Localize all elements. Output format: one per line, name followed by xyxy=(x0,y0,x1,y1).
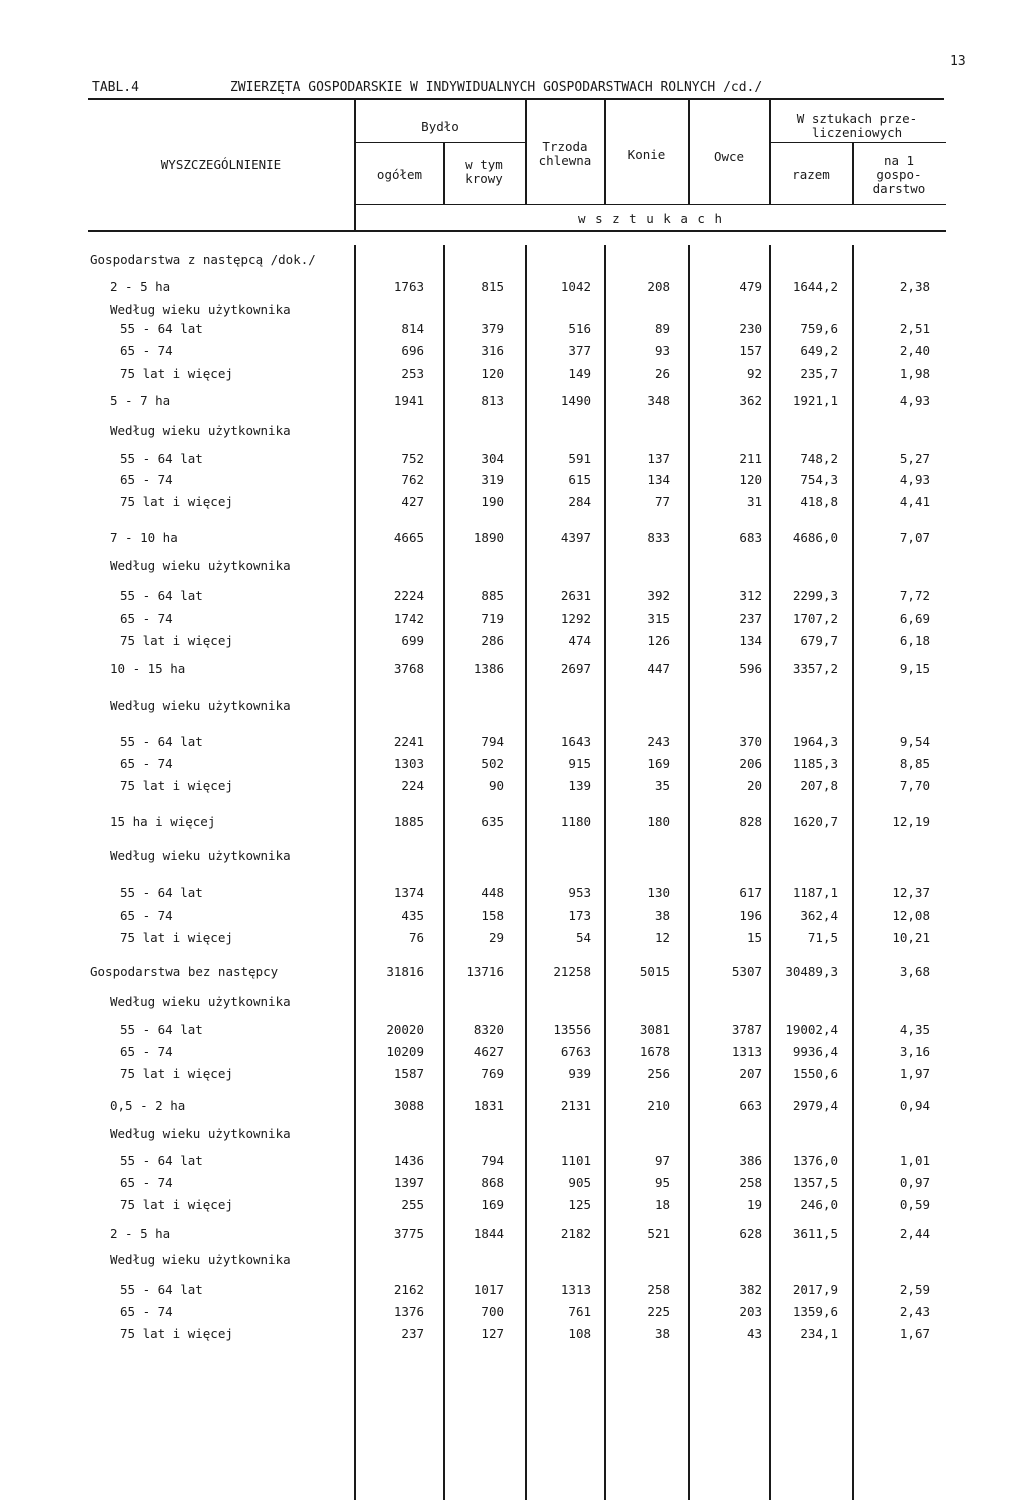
table-cell: 230 xyxy=(739,321,762,336)
table-cell: 120 xyxy=(481,366,504,381)
table-cell: 237 xyxy=(739,611,762,626)
table-cell: 794 xyxy=(481,734,504,749)
table-cell: 253 xyxy=(401,366,424,381)
table-cell: 77 xyxy=(654,494,670,509)
table-cell: 2,44 xyxy=(899,1226,930,1241)
table-cell: 377 xyxy=(568,343,591,358)
table-cell: 591 xyxy=(568,451,591,466)
table-cell: 1386 xyxy=(473,661,504,676)
row-label: 55 - 64 lat xyxy=(120,588,203,603)
table-cell: 502 xyxy=(481,756,504,771)
table-cell: 1359,6 xyxy=(792,1304,838,1319)
table-cell: 312 xyxy=(739,588,762,603)
table-cell: 5,27 xyxy=(899,451,930,466)
table-cell: 224 xyxy=(401,778,424,793)
header-col-divider xyxy=(769,100,771,204)
table-cell: 316 xyxy=(481,343,504,358)
row-label: 55 - 64 lat xyxy=(120,1153,203,1168)
table-cell: 752 xyxy=(401,451,424,466)
table-cell: 20 xyxy=(746,778,762,793)
table-cell: 2224 xyxy=(393,588,424,603)
table-cell: 1303 xyxy=(393,756,424,771)
row-label: 65 - 74 xyxy=(120,756,173,771)
table-cell: 284 xyxy=(568,494,591,509)
table-cell: 13716 xyxy=(466,964,504,979)
table-cell: 1,98 xyxy=(899,366,930,381)
table-cell: 386 xyxy=(739,1153,762,1168)
table-cell: 915 xyxy=(568,756,591,771)
table-cell: 362,4 xyxy=(800,908,838,923)
table-cell: 362 xyxy=(739,393,762,408)
header-razem: razem xyxy=(792,167,830,182)
table-cell: 759,6 xyxy=(800,321,838,336)
table-cell: 7,72 xyxy=(899,588,930,603)
table-cell: 1742 xyxy=(393,611,424,626)
table-cell: 0,94 xyxy=(899,1098,930,1113)
table-cell: 663 xyxy=(739,1098,762,1113)
table-cell: 1644,2 xyxy=(792,279,838,294)
table-cell: 2697 xyxy=(560,661,591,676)
row-label: 0,5 - 2 ha xyxy=(110,1098,186,1113)
row-label: 15 ha i więcej xyxy=(110,814,216,829)
table-cell: 180 xyxy=(647,814,670,829)
table-cell: 258 xyxy=(647,1282,670,1297)
table-cell: 392 xyxy=(647,588,670,603)
table-cell: 304 xyxy=(481,451,504,466)
table-cell: 6763 xyxy=(560,1044,591,1059)
table-cell: 679,7 xyxy=(800,633,838,648)
table-cell: 1,67 xyxy=(899,1326,930,1341)
title-rule xyxy=(88,98,944,100)
table-cell: 370 xyxy=(739,734,762,749)
table-cell: 748,2 xyxy=(800,451,838,466)
row-label: Według wieku użytkownika xyxy=(110,698,291,713)
table-cell: 905 xyxy=(568,1175,591,1190)
table-cell: 258 xyxy=(739,1175,762,1190)
table-cell: 1941 xyxy=(393,393,424,408)
row-label: Gospodarstwa z następcą /dok./ xyxy=(90,252,316,267)
table-cell: 21258 xyxy=(553,964,591,979)
table-cell: 828 xyxy=(739,814,762,829)
table-cell: 235,7 xyxy=(800,366,838,381)
row-label: 75 lat i więcej xyxy=(120,778,233,793)
table-cell: 1101 xyxy=(560,1153,591,1168)
table-cell: 108 xyxy=(568,1326,591,1341)
table-cell: 2,43 xyxy=(899,1304,930,1319)
table-cell: 19 xyxy=(746,1197,762,1212)
row-label: 75 lat i więcej xyxy=(120,494,233,509)
page-number: 13 xyxy=(950,54,966,69)
row-label: 65 - 74 xyxy=(120,343,173,358)
row-label: 7 - 10 ha xyxy=(110,530,178,545)
table-cell: 4627 xyxy=(473,1044,504,1059)
row-label: Gospodarstwa bez następcy xyxy=(90,964,279,979)
table-cell: 4665 xyxy=(393,530,424,545)
row-label: Według wieku użytkownika xyxy=(110,1126,291,1141)
row-label: Według wieku użytkownika xyxy=(110,848,291,863)
table-cell: 137 xyxy=(647,451,670,466)
table-cell: 2,51 xyxy=(899,321,930,336)
table-cell: 427 xyxy=(401,494,424,509)
header-na1: na 1 gospo-darstwo xyxy=(872,153,926,196)
row-label: Według wieku użytkownika xyxy=(110,423,291,438)
row-label: 75 lat i więcej xyxy=(120,930,233,945)
table-cell: 210 xyxy=(647,1098,670,1113)
table-cell: 54 xyxy=(575,930,591,945)
row-label: 65 - 74 xyxy=(120,1044,173,1059)
table-cell: 700 xyxy=(481,1304,504,1319)
table-cell: 92 xyxy=(746,366,762,381)
table-cell: 1890 xyxy=(473,530,504,545)
table-cell: 43 xyxy=(746,1326,762,1341)
table-cell: 208 xyxy=(647,279,670,294)
table-cell: 1707,2 xyxy=(792,611,838,626)
table-cell: 6,18 xyxy=(899,633,930,648)
table-cell: 1313 xyxy=(560,1282,591,1297)
table-cell: 3775 xyxy=(393,1226,424,1241)
table-cell: 635 xyxy=(481,814,504,829)
table-cell: 2017,9 xyxy=(792,1282,838,1297)
table-cell: 120 xyxy=(739,472,762,487)
row-label: 65 - 74 xyxy=(120,908,173,923)
header-col-divider xyxy=(525,100,527,204)
table-cell: 4686,0 xyxy=(792,530,838,545)
table-cell: 3357,2 xyxy=(792,661,838,676)
table-cell: 1017 xyxy=(473,1282,504,1297)
table-cell: 769 xyxy=(481,1066,504,1081)
table-cell: 761 xyxy=(568,1304,591,1319)
bydlo-underline xyxy=(355,142,525,143)
table-cell: 4,41 xyxy=(899,494,930,509)
table-cell: 125 xyxy=(568,1197,591,1212)
table-cell: 0,59 xyxy=(899,1197,930,1212)
table-cell: 203 xyxy=(739,1304,762,1319)
table-cell: 885 xyxy=(481,588,504,603)
table-cell: 93 xyxy=(654,343,670,358)
table-cell: 815 xyxy=(481,279,504,294)
table-cell: 31816 xyxy=(386,964,424,979)
table-cell: 9936,4 xyxy=(792,1044,838,1059)
header-trzoda: Trzoda chlewna xyxy=(538,139,592,168)
table-cell: 243 xyxy=(647,734,670,749)
table-cell: 173 xyxy=(568,908,591,923)
table-cell: 2979,4 xyxy=(792,1098,838,1113)
table-cell: 9,15 xyxy=(899,661,930,676)
header-bydlo: Bydło xyxy=(421,119,459,134)
table-cell: 8320 xyxy=(473,1022,504,1037)
table-cell: 12 xyxy=(654,930,670,945)
row-label: 55 - 64 lat xyxy=(120,885,203,900)
table-cell: 4,93 xyxy=(899,472,930,487)
table-cell: 7,70 xyxy=(899,778,930,793)
table-cell: 9,54 xyxy=(899,734,930,749)
przeliczeniowe-underline xyxy=(770,142,946,143)
row-label: 55 - 64 lat xyxy=(120,1282,203,1297)
table-cell: 130 xyxy=(647,885,670,900)
table-cell: 2631 xyxy=(560,588,591,603)
table-cell: 2182 xyxy=(560,1226,591,1241)
table-cell: 196 xyxy=(739,908,762,923)
table-cell: 4,35 xyxy=(899,1022,930,1037)
header-bottom-rule xyxy=(88,230,946,232)
row-label: 55 - 64 lat xyxy=(120,451,203,466)
table-cell: 10,21 xyxy=(892,930,930,945)
table-cell: 38 xyxy=(654,908,670,923)
table-cell: 319 xyxy=(481,472,504,487)
row-label: 75 lat i więcej xyxy=(120,633,233,648)
table-cell: 479 xyxy=(739,279,762,294)
table-cell: 2241 xyxy=(393,734,424,749)
table-cell: 1643 xyxy=(560,734,591,749)
table-cell: 2,59 xyxy=(899,1282,930,1297)
header-ogolem: ogółem xyxy=(376,167,423,182)
table-cell: 794 xyxy=(481,1153,504,1168)
table-cell: 315 xyxy=(647,611,670,626)
row-label: Według wieku użytkownika xyxy=(110,994,291,1009)
table-cell: 1376 xyxy=(393,1304,424,1319)
table-label: TABL.4 xyxy=(92,80,139,95)
table-cell: 256 xyxy=(647,1066,670,1081)
table-cell: 8,85 xyxy=(899,756,930,771)
table-cell: 31 xyxy=(746,494,762,509)
table-cell: 2131 xyxy=(560,1098,591,1113)
table-cell: 1313 xyxy=(731,1044,762,1059)
table-cell: 1550,6 xyxy=(792,1066,838,1081)
row-label: Według wieku użytkownika xyxy=(110,302,291,317)
table-cell: 95 xyxy=(654,1175,670,1190)
table-cell: 29 xyxy=(488,930,504,945)
table-cell: 1180 xyxy=(560,814,591,829)
header-col-divider xyxy=(852,142,854,204)
header-col-divider xyxy=(443,142,445,204)
table-cell: 516 xyxy=(568,321,591,336)
table-cell: 1763 xyxy=(393,279,424,294)
table-cell: 149 xyxy=(568,366,591,381)
table-cell: 3,68 xyxy=(899,964,930,979)
row-label: 75 lat i więcej xyxy=(120,1066,233,1081)
table-cell: 139 xyxy=(568,778,591,793)
table-cell: 76 xyxy=(408,930,424,945)
table-cell: 2,38 xyxy=(899,279,930,294)
row-label: 75 lat i więcej xyxy=(120,1326,233,1341)
table-cell: 1436 xyxy=(393,1153,424,1168)
table-cell: 127 xyxy=(481,1326,504,1341)
table-cell: 10209 xyxy=(386,1044,424,1059)
table-cell: 237 xyxy=(401,1326,424,1341)
table-cell: 3,16 xyxy=(899,1044,930,1059)
table-cell: 12,08 xyxy=(892,908,930,923)
table-cell: 833 xyxy=(647,530,670,545)
table-cell: 1374 xyxy=(393,885,424,900)
table-cell: 1,97 xyxy=(899,1066,930,1081)
table-cell: 2,40 xyxy=(899,343,930,358)
table-cell: 939 xyxy=(568,1066,591,1081)
table-cell: 4,93 xyxy=(899,393,930,408)
table-cell: 696 xyxy=(401,343,424,358)
table-cell: 447 xyxy=(647,661,670,676)
row-label: 55 - 64 lat xyxy=(120,1022,203,1037)
header-stub: WYSZCZEGÓLNIENIE xyxy=(160,157,282,172)
table-cell: 246,0 xyxy=(800,1197,838,1212)
table-cell: 348 xyxy=(647,393,670,408)
table-cell: 382 xyxy=(739,1282,762,1297)
table-cell: 1921,1 xyxy=(792,393,838,408)
table-cell: 134 xyxy=(647,472,670,487)
row-label: Według wieku użytkownika xyxy=(110,1252,291,1267)
table-cell: 1490 xyxy=(560,393,591,408)
table-cell: 3768 xyxy=(393,661,424,676)
table-cell: 448 xyxy=(481,885,504,900)
table-cell: 38 xyxy=(654,1326,670,1341)
table-cell: 1885 xyxy=(393,814,424,829)
table-cell: 157 xyxy=(739,343,762,358)
table-cell: 207,8 xyxy=(800,778,838,793)
table-cell: 26 xyxy=(654,366,670,381)
row-label: 5 - 7 ha xyxy=(110,393,171,408)
table-cell: 211 xyxy=(739,451,762,466)
table-cell: 134 xyxy=(739,633,762,648)
table-cell: 20020 xyxy=(386,1022,424,1037)
table-cell: 617 xyxy=(739,885,762,900)
table-cell: 754,3 xyxy=(800,472,838,487)
table-cell: 3611,5 xyxy=(792,1226,838,1241)
table-cell: 71,5 xyxy=(807,930,838,945)
table-cell: 1357,5 xyxy=(792,1175,838,1190)
table-cell: 12,37 xyxy=(892,885,930,900)
table-cell: 1187,1 xyxy=(792,885,838,900)
row-label: 65 - 74 xyxy=(120,1304,173,1319)
table-cell: 5015 xyxy=(639,964,670,979)
table-cell: 1042 xyxy=(560,279,591,294)
table-cell: 2299,3 xyxy=(792,588,838,603)
table-cell: 35 xyxy=(654,778,670,793)
table-cell: 953 xyxy=(568,885,591,900)
row-label: 65 - 74 xyxy=(120,1175,173,1190)
table-cell: 1844 xyxy=(473,1226,504,1241)
table-cell: 1587 xyxy=(393,1066,424,1081)
table-cell: 158 xyxy=(481,908,504,923)
row-label: 10 - 15 ha xyxy=(110,661,186,676)
table-cell: 1,01 xyxy=(899,1153,930,1168)
table-cell: 169 xyxy=(647,756,670,771)
table-cell: 7,07 xyxy=(899,530,930,545)
table-cell: 0,97 xyxy=(899,1175,930,1190)
table-cell: 3088 xyxy=(393,1098,424,1113)
table-cell: 90 xyxy=(488,778,504,793)
table-cell: 762 xyxy=(401,472,424,487)
table-cell: 1620,7 xyxy=(792,814,838,829)
table-cell: 6,69 xyxy=(899,611,930,626)
header-subrule xyxy=(355,204,946,205)
row-label: 2 - 5 ha xyxy=(110,1226,171,1241)
table-cell: 418,8 xyxy=(800,494,838,509)
table-cell: 4397 xyxy=(560,530,591,545)
table-cell: 1964,3 xyxy=(792,734,838,749)
table-title: ZWIERZĘTA GOSPODARSKIE W INDYWIDUALNYCH GOSPODARSTWACH ROLNYCH /cd./ xyxy=(230,80,763,95)
table-cell: 207 xyxy=(739,1066,762,1081)
header-owce: Owce xyxy=(713,149,745,164)
table-cell: 379 xyxy=(481,321,504,336)
table-cell: 699 xyxy=(401,633,424,648)
table-cell: 13556 xyxy=(553,1022,591,1037)
table-cell: 1831 xyxy=(473,1098,504,1113)
table-cell: 1376,0 xyxy=(792,1153,838,1168)
table-cell: 12,19 xyxy=(892,814,930,829)
row-label: 75 lat i więcej xyxy=(120,366,233,381)
table-cell: 286 xyxy=(481,633,504,648)
table-cell: 5307 xyxy=(731,964,762,979)
row-label: 65 - 74 xyxy=(120,611,173,626)
row-label: 55 - 64 lat xyxy=(120,321,203,336)
table-cell: 521 xyxy=(647,1226,670,1241)
table-cell: 255 xyxy=(401,1197,424,1212)
header-konie: Konie xyxy=(627,147,666,162)
table-cell: 596 xyxy=(739,661,762,676)
row-label: 65 - 74 xyxy=(120,472,173,487)
table-cell: 19002,4 xyxy=(785,1022,838,1037)
row-label: Według wieku użytkownika xyxy=(110,558,291,573)
table-cell: 30489,3 xyxy=(785,964,838,979)
table-cell: 225 xyxy=(647,1304,670,1319)
table-cell: 234,1 xyxy=(800,1326,838,1341)
table-cell: 813 xyxy=(481,393,504,408)
table-cell: 3081 xyxy=(639,1022,670,1037)
table-cell: 97 xyxy=(654,1153,670,1168)
table-cell: 615 xyxy=(568,472,591,487)
table-cell: 649,2 xyxy=(800,343,838,358)
header-units: w s z t u k a c h xyxy=(578,211,723,226)
table-cell: 683 xyxy=(739,530,762,545)
table-cell: 435 xyxy=(401,908,424,923)
table-cell: 719 xyxy=(481,611,504,626)
table-cell: 1292 xyxy=(560,611,591,626)
row-label: 2 - 5 ha xyxy=(110,279,171,294)
row-label: 55 - 64 lat xyxy=(120,734,203,749)
table-cell: 868 xyxy=(481,1175,504,1190)
table-cell: 1185,3 xyxy=(792,756,838,771)
table-cell: 169 xyxy=(481,1197,504,1212)
table-cell: 18 xyxy=(654,1197,670,1212)
table-cell: 814 xyxy=(401,321,424,336)
table-cell: 2162 xyxy=(393,1282,424,1297)
table-cell: 628 xyxy=(739,1226,762,1241)
header-przeliczeniowe: W sztukach prze-liczeniowych xyxy=(796,111,918,140)
header-w-tym-krowy: w tym krowy xyxy=(465,157,503,186)
table-cell: 474 xyxy=(568,633,591,648)
table-cell: 1678 xyxy=(639,1044,670,1059)
table-cell: 15 xyxy=(746,930,762,945)
table-cell: 1397 xyxy=(393,1175,424,1190)
table-cell: 206 xyxy=(739,756,762,771)
table-cell: 126 xyxy=(647,633,670,648)
row-label: 75 lat i więcej xyxy=(120,1197,233,1212)
table-cell: 3787 xyxy=(731,1022,762,1037)
table-cell: 89 xyxy=(654,321,670,336)
table-cell: 190 xyxy=(481,494,504,509)
